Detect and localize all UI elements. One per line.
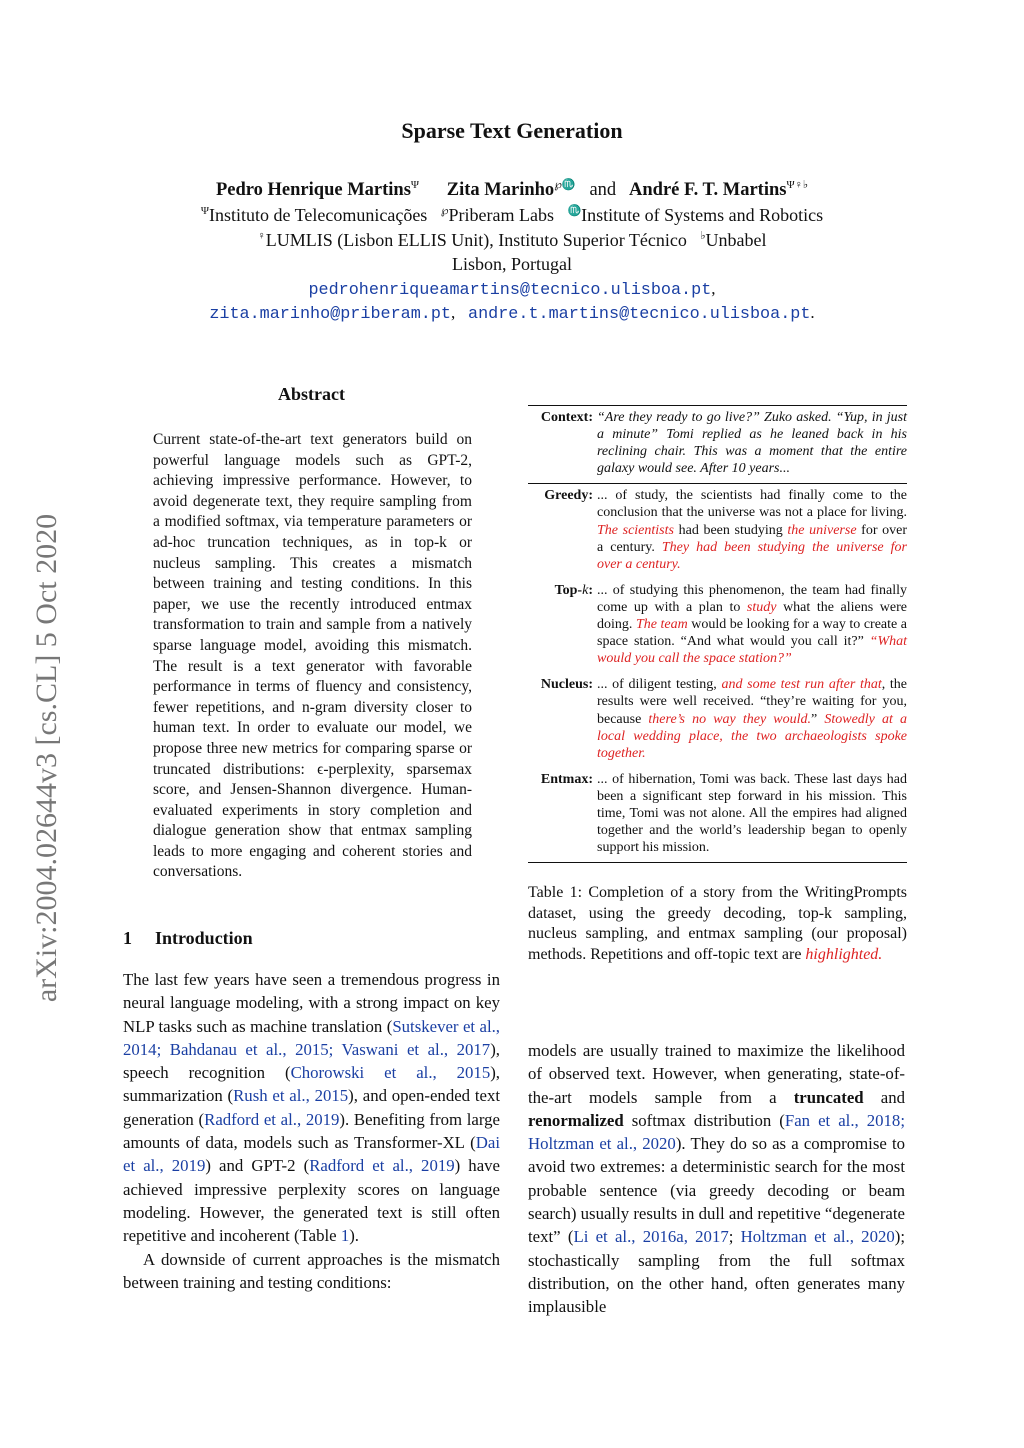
text-run: The last few years have seen a tremendous progress in neural language modeling, with a strong impact on key NLP tasks such as machine translation ( [123,970,500,1036]
text-run: ). Benefiting from large amounts of data, models such as Transformer-XL ( [123,1109,500,1153]
text-run: ... of hibernation, Tomi was back. These last days had been a significant step forward in his mission. This time, Tomi was not alone. All the empires had aligned together and the world’s leadership began to openly support his mission. [597,771,907,856]
text-run: would be looking for a way to create a space station. “And what would you call it?” [597,617,907,650]
row-label-text: Greedy: [544,488,593,504]
paper-title: Sparse Text Generation [401,118,623,143]
table-row-label [528,676,597,761]
abstract-text: Current state-of-the-art text generators build on powerful language models such as GPT-2, achieving impressive performance. However, to avoid degenerate text, they require sampling from a modified softmax, via temperature parameters or ad-hoc truncation techniques, as in top-k or nucleus sampling. This creates a mismatch between training and testing conditions. In this paper, we use the recently introduced entmax transformation to train and sample from a natively sparse language model, avoiding this mismatch. The result is a text generator with favorable performance in terms of fluency and consistency, fewer repetitions, and n-gram diversity closer to human text. In order to evaluate our model, we propose three new metrics for comparing sparse or truncated distributions: ϵ-perplexity, sparsemax score, and Jensen-Shannon divergence. Human-evaluated experiments in story completion and dialogue generation show that entmax sampling leads to more engaging and coherent stories and conversations. [153,431,472,881]
text-run: ... of studying this phenomenon, the team had finally come up with a plan to [597,582,907,615]
table-row [528,673,907,767]
arxiv-sidebar-stamp: arXiv:2004.02644v3 [cs.CL] 5 Oct 2020 [30,513,63,1003]
email-line-2: zita.marinho@priberam.pt, andre.t.martins@tecnico.ulisboa.pt. [209,303,815,324]
text-run: models are usually trained to maximize the likelihood of observed text. However, when generating, state-of-the-art models sample from a [528,1041,905,1107]
table-1 [528,405,907,863]
table-row [528,484,907,578]
section-number: 1 [123,928,132,948]
text-run: had been studying [673,522,788,538]
affiliation: Unbabel [705,230,767,250]
text-run: ), and open-ended text generation ( [123,1086,500,1129]
aff-sup: ♭ [700,230,706,242]
email-line-1: pedrohenriqueamartins@tecnico.ulisboa.pt, [308,279,716,300]
citation-link[interactable]: Rush et al., 2015 [233,1086,349,1106]
affiliation: LUMLIS (Lisbon ELLIS Unit), Instituto Superior Técnico [265,230,687,250]
text-run: for over a century. [597,522,908,555]
citation-link[interactable]: 1 [340,1226,350,1246]
email-link-2[interactable]: zita.marinho@priberam.pt [209,305,452,324]
context-text: “Are they ready to go live?” Zuko asked. “Yup, in just a minute” Tomi replied as he leaned back in his reclining chair. This was a moment that the entire galaxy would see. After 10 years... [597,410,907,477]
author-3: André F. T. Martins [629,180,787,201]
section-title: Introduction [155,928,253,948]
bold-term: truncated [793,1087,864,1107]
author-line [0,178,1024,201]
row-label-text: Nucleus: [540,677,593,693]
section-heading-introduction [123,928,253,949]
affiliation: Priberam Labs [448,205,554,225]
table-row-text [597,409,907,477]
table-row-label [528,771,597,856]
citation-link[interactable]: Radford et al., 2019 [204,1109,340,1129]
author-and: and [589,180,617,201]
citation-link[interactable]: Radford et al., 2019 [309,1156,455,1176]
aff-sup: Ψ [200,205,209,217]
text-run: , the results were well received. “they’re waiting for you, because [597,677,907,727]
author-1-sup: Ψ [410,179,420,191]
author-3-sup: Ψ♀♭ [786,179,809,191]
row-label-text: Context: [540,410,593,425]
right-column-text [528,1039,905,1319]
citation-link[interactable]: Li et al., 2016a, 2017 [573,1227,729,1247]
table-row-label [528,487,597,572]
table-row-text [597,676,907,761]
text-run: ... of diligent testing, [597,677,722,693]
city: Lisbon, Portugal [452,254,572,274]
citation-link[interactable]: Sutskever et al., 2014; Bahdanau et al., 2015; Vaswani et al., 2017 [123,1016,500,1059]
highlighted-text: The team [635,617,688,633]
highlighted-text: highlighted. [805,945,883,963]
affiliation: Institute of Systems and Robotics [581,205,824,225]
text-run: ); stochastically sampling from the full softmax distribution, on the other hand, often generates many implausible [528,1227,906,1317]
abstract-title: Abstract [278,384,345,404]
citation-link[interactable]: Chorowski et al., 2015 [290,1063,491,1083]
table-row-label [528,582,597,667]
highlighted-text: and some test run after that [721,677,882,693]
table-row [528,768,907,862]
text-run: ... of study, the scientists had finally come to the conclusion that the universe was not a place for living. [597,488,907,521]
aff-sup: ℘ [440,205,449,217]
table-row [528,579,907,673]
table-bottom-rule [528,862,907,863]
citation-link[interactable]: Holtzman et al., 2020 [740,1227,895,1247]
table-row-text [597,487,907,572]
highlighted-text: They had been studying the universe for over a century. [597,539,907,572]
table-row [528,406,907,483]
row-label-text: Entmax: [540,771,593,787]
introduction-body [123,968,500,1294]
aff-sup: ♀ [257,230,266,242]
table-row-label [528,409,597,477]
author-1: Pedro Henrique Martins [215,180,411,201]
text-run: ; [728,1227,741,1247]
intro-paragraph-2: A downside of current approaches is the mismatch between training and testing conditions: [123,1249,500,1292]
text-run: Table 1: Completion of a story from the WritingPrompts dataset, using the greedy decoding, top-k sampling, nucleus sampling, and entmax sampling (our proposal) methods. Repetitions and off-topic text are [528,884,907,963]
highlighted-text: Stowedly at a local wedding place, the two archaeologists spoke together. [597,711,907,761]
highlighted-text: there’s no way they would. [648,711,812,727]
email-link-3[interactable]: andre.t.martins@tecnico.ulisboa.pt [468,305,811,324]
affiliation-line-2 [0,229,1024,251]
citation-link[interactable]: Dai et al., 2019 [123,1133,500,1176]
citation-link[interactable]: Fan et al., 2018; Holtzman et al., 2020 [528,1110,905,1154]
table-row-text [597,771,907,856]
author-2: Zita Marinho [446,180,555,201]
text-run: ), summarization ( [123,1063,501,1106]
row-label-text: Top- [554,582,583,598]
text-run: ), speech recognition ( [123,1039,500,1083]
author-2-sup: ℘♏ [554,179,576,191]
affiliation-line-1 [0,204,1024,226]
text-run: ” [811,711,825,727]
affiliation: Instituto de Telecomunicações [208,205,428,225]
text-run: ). They do so as a compromise to avoid two extremes: a deterministic search for the most probable sentence (via greedy decoding or beam search) usually results in dull and repetitive “degenerate text” ( [528,1134,906,1247]
highlighted-text: The scientists [597,522,674,538]
intro-paragraph-1 [123,968,500,1248]
text-run: ). [349,1226,359,1246]
row-label-italic: k [582,582,589,598]
highlighted-text: study [746,599,777,615]
text-run: and [863,1087,906,1107]
email-link-1[interactable]: pedrohenriqueamartins@tecnico.ulisboa.pt [308,281,712,300]
text-run: ) and GPT-2 ( [205,1156,310,1176]
text-run: softmax distribution ( [623,1110,785,1130]
highlighted-text: the universe [787,522,857,538]
bold-term: renormalized [528,1110,624,1130]
text-run: ) have achieved impressive perplexity scores on language modeling. However, the generated text is still often repetitive and incoherent (Table [123,1156,500,1246]
table-rows [528,406,907,862]
aff-sup: ♏ [567,205,582,217]
text-run: what the aliens were doing. [597,599,907,633]
row-label-end: : [588,582,593,598]
table-row-text [597,582,907,667]
table-caption [528,883,907,965]
highlighted-text: “What would you call the space station?” [597,634,907,667]
